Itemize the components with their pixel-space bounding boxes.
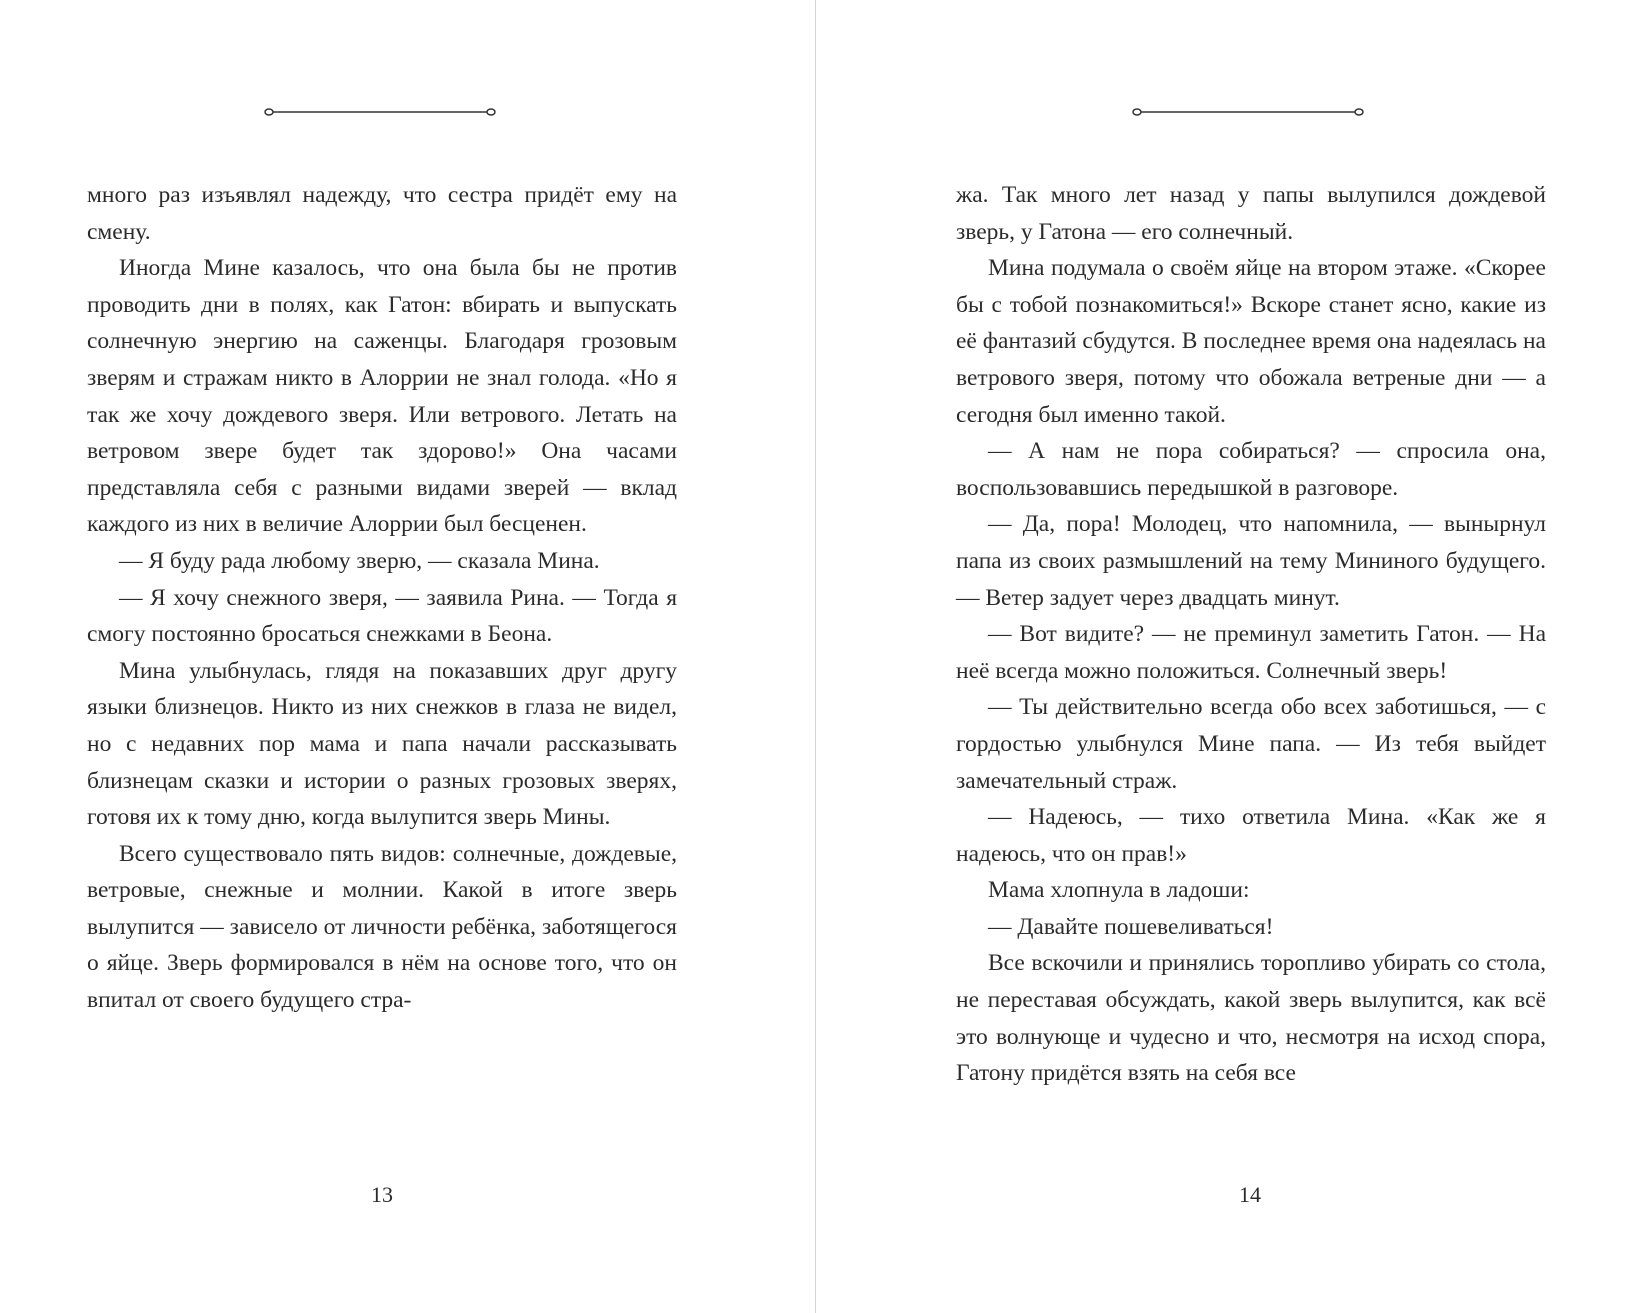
paragraph: Мина подумала о своём яйце на втором этаже. «Скорее бы с тобой познакомиться!» Вскоре станет ясно, какие из её фантазий сбудутся. В последнее время она надеялась на ветрового зверя, потому что обожала ветреные дни — а сегодня был именно такой. [956,255,1546,428]
paragraph: жа. Так много лет назад у папы вылупился дождевой зверь, у Гатона — его солнечный. [956,182,1546,245]
paragraph: много раз изъявлял надежду, что сестра придёт ему на смену. [87,182,677,245]
paragraph: — Вот видите? — не преминул заметить Гатон. — На неё всегда можно положиться. Солнечный зверь! [956,621,1546,684]
page-number: 14 [1239,1182,1261,1207]
paragraph: — Я буду рада любому зверю, — сказала Мина. [119,547,600,574]
paragraph: — Да, пора! Молодец, что напомнила, — вынырнул папа из своих размышлений на тему Мининого будущего. — Ветер задует через двадцать минут. [956,511,1546,611]
header-ornament [264,106,496,118]
paragraph: — Давайте пошевеливаться! [988,913,1274,940]
page-number: 13 [371,1182,393,1207]
paragraph: — Надеюсь, — тихо ответила Мина. «Как же я надеюсь, что он прав!» [956,804,1546,867]
paragraph: — Я хочу снежного зверя, — заявила Рина. — Тогда я смогу постоянно бросаться снежками в Беона. [87,584,677,648]
paragraph: Иногда Мине казалось, что она была бы не против проводить дни в полях, как Гатон: вбирать и выпускать солнечную энергию на саженцы. Благодаря грозовым зверям и стражам никто в Алоррии не знал голода. «Но я так же хочу дождевого зверя. Или ветрового. Летать на ветровом звере будет так здорово!» Она часами представляла себя с разными видами зверей — вклад каждого из них в величие Алоррии был бесценен. [87,255,677,538]
paragraph: — А нам не пора собираться? — спросила она, воспользовавшись передышкой в разговоре. [956,438,1546,501]
page-left [0,0,815,1313]
paragraph: Мама хлопнула в ладоши: [988,877,1250,904]
paragraph: Всего существовало пять видов: солнечные, дождевые, ветровые, снежные и молнии. Какой в итоге зверь вылупится — зависело от личности ребёнка, заботящегося о яйце. Зверь формировался в нём на основе того, что он впитал от своего будущего стра- [87,840,677,1014]
body-text [87,177,677,1019]
paragraph: — Ты действительно всегда обо всех заботишься, — с гордостью улыбнулся Мине папа. — Из тебя выйдет замечательный страж. [956,694,1546,794]
paragraph: Мина улыбнулась, глядя на показавших друг другу языки близнецов. Никто из них снежков в глаза не видел, но с недавних пор мама и папа начали рассказывать близнецам сказки и истории о разных грозовых зверях, готовя их к тому дню, когда вылупится зверь Мины. [87,657,677,831]
body-text [956,177,1546,1092]
paragraph: Все вскочили и принялись торопливо убирать со стола, не переставая обсуждать, какой зверь вылупится, как всё это волнующе и чудесно и что, несмотря на исход спора, Гатону придётся взять на себя все [956,950,1546,1087]
header-ornament [1132,106,1364,118]
page-right [816,0,1631,1313]
